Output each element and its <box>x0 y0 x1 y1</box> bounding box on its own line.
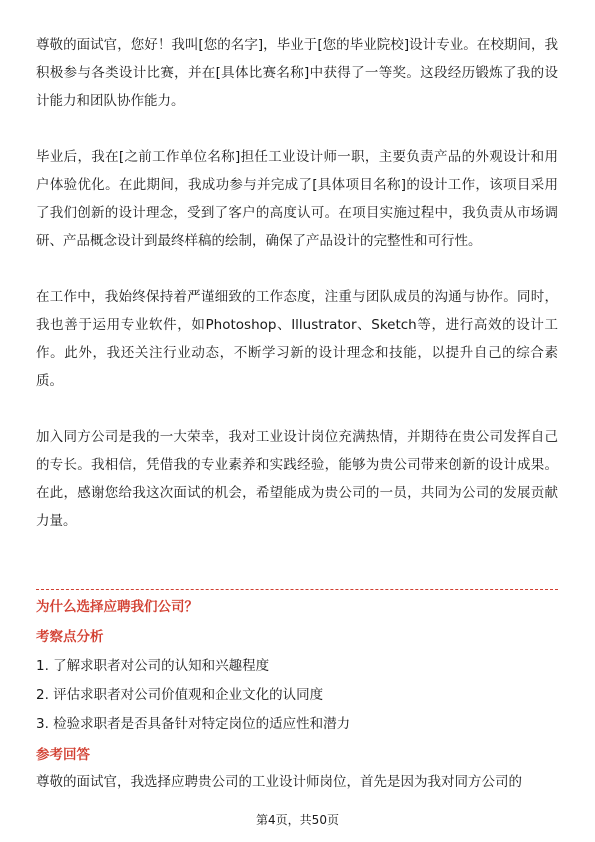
self-introduction-body <box>36 31 558 535</box>
intro-paragraph-4: 加入同方公司是我的一大荣幸，我对工业设计岗位充满热情，并期待在贵公司发挥自己的专长。我相信，凭借我的专业素养和实践经验，能够为贵公司带来创新的设计成果。在此，感谢您给我这次面试的机会，希望能成为贵公司的一员，共同为公司的发展贡献力量。 <box>36 429 558 529</box>
answer-text: 尊敬的面试官，我选择应聘贵公司的工业设计师岗位，首先是因为我对同方公司的 <box>36 774 522 790</box>
analysis-list <box>36 652 558 739</box>
analysis-heading: 考察点分析 <box>36 629 104 645</box>
list-item: 3. 检验求职者是否具备针对特定岗位的适应性和潜力 <box>36 716 351 732</box>
question-title: 为什么选择应聘我们公司？ <box>36 599 198 615</box>
list-item: 2. 评估求职者对公司价值观和企业文化的认同度 <box>36 687 324 703</box>
intro-paragraph-1: 尊敬的面试官，您好！我叫[您的名字]，毕业于[您的毕业院校]设计专业。在校期间，我积极参与各类设计比赛，并在[具体比赛名称]中获得了一等奖。这段经历锻炼了我的设计能力和团队协作能力。 <box>36 37 558 109</box>
intro-paragraph-3: 在工作中，我始终保持着严谨细致的工作态度，注重与团队成员的沟通与协作。同时，我也善于运用专业软件，如Photoshop、Illustrator、Sketch等，进行高效的设计工作。此外，我还关注行业动态，不断学习新的设计理念和技能，以提升自己的综合素质。 <box>36 289 558 389</box>
answer-heading: 参考回答 <box>36 747 90 763</box>
list-item: 1. 了解求职者对公司的认知和兴趣程度 <box>36 658 270 674</box>
page-number: 第4页，共50页 <box>256 813 339 827</box>
intro-paragraph-2: 毕业后，我在[之前工作单位名称]担任工业设计师一职，主要负责产品的外观设计和用户体验优化。在此期间，我成功参与并完成了[具体项目名称]的设计工作，该项目采用了我们创新的设计理念，受到了客户的高度认可。在项目实施过程中，我负责从市场调研、产品概念设计到最终样稿的绘制，确保了产品设计的完整性和可行性。 <box>36 149 558 249</box>
section-divider <box>36 589 558 590</box>
